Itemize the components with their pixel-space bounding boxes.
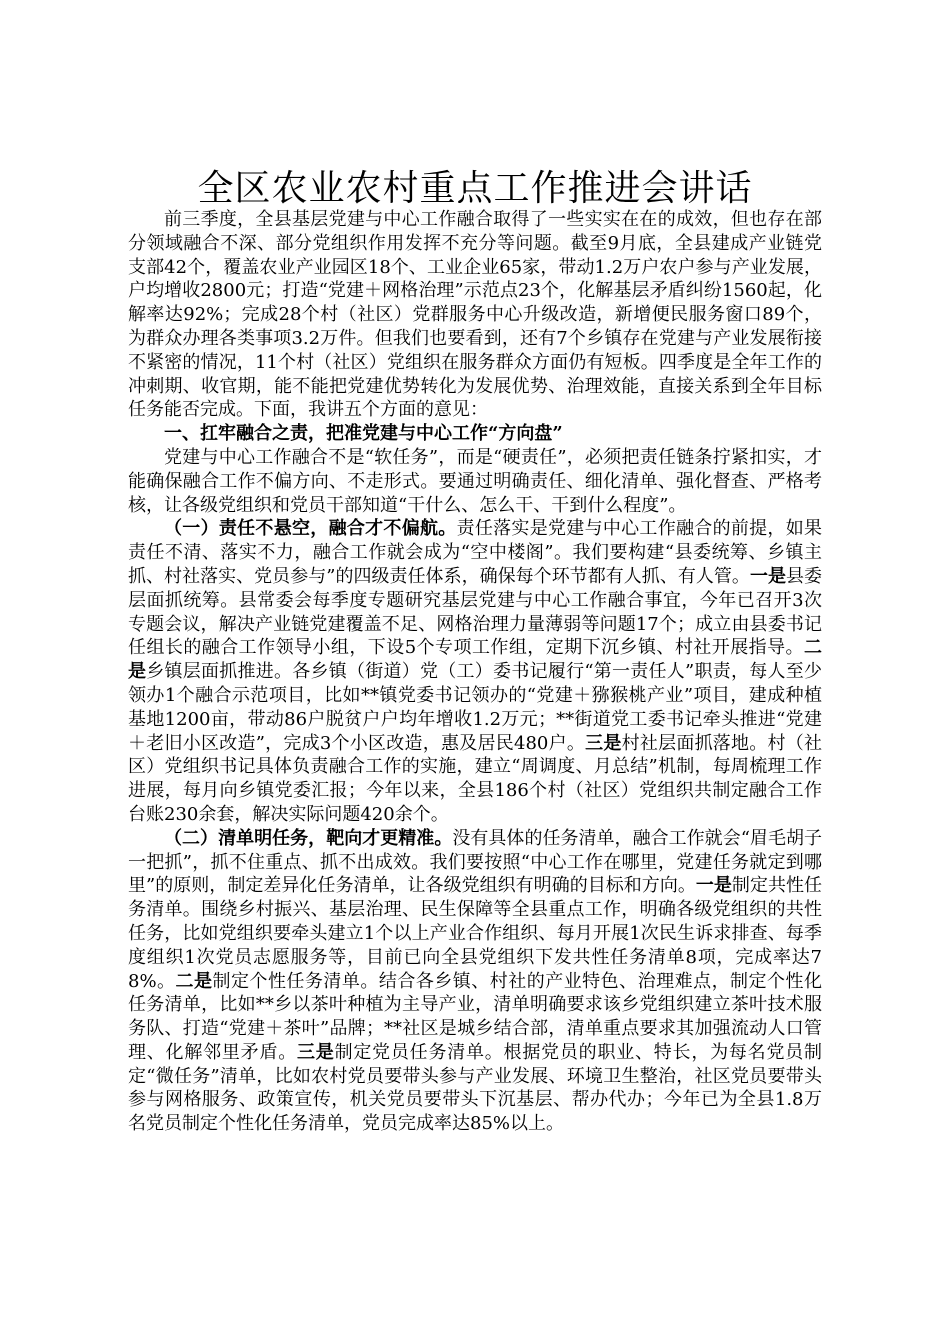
subsection-2-text: 没有具体的任务清单，融合工作就会“眉毛胡子一把抓”，抓不住重点、抓不出成效。我们要按照“中心工作在哪里，党建任务就定到哪里”的原则，制定差异化任务清单，让各级党组织有明确的目标和方向。 [128, 827, 823, 897]
point-1-label: 一是 [695, 875, 732, 897]
subsection-1-text: 责任落实是党建与中心工作融合的前提，如果责任不清、落实不力，融合工作就会成为“空中楼阁”。我们要构建“县委统筹、乡镇主抓、村社落实、党员参与”的四级责任体系，确保每个环节都有人抓、有人管。 [128, 518, 823, 587]
subsection-2-paragraph [128, 827, 822, 1136]
point-3-text: 村社层面抓落地。村（社区）党组织书记具体负责融合工作的实施，建立“周调度、月总结”机制，每周梳理工作进展，每月向乡镇党委汇报；今年以来，全县186个村（社区）党组织共制定融合工作台账230余套，解决实际问题420余个。 [128, 732, 823, 825]
point-1-text: 县委层面抓统筹。县常委会每季度专题研究基层党建与中心工作融合事宜，今年已召开3次专题会议，解决产业链党建覆盖不足、网格治理力量薄弱等问题17个；成立由县委书记任组长的融合工作领导小组，下设5个专项工作组，定期下沉乡镇、村社开展指导。 [128, 565, 823, 659]
point-2-label: 二是 [128, 637, 822, 683]
point-2-text: 制定个性任务清单。结合各乡镇、村社的产业特色、治理难点，制定个性化任务清单，比如**乡以茶叶种植为主导产业，清单明确要求该乡党组织建立茶叶技术服务队、打造“党建＋茶叶”品牌；**社区是城乡结合部，清单重点要求其加强流动人口管理、化解邻里矛盾。 [128, 970, 822, 1063]
point-3-label: 三是 [585, 732, 622, 754]
point-1-label: 一是 [749, 565, 786, 587]
point-1-text: 制定共性任务清单。围绕乡村振兴、基层治理、民生保障等全县重点工作，明确各级党组织的共性任务，比如党组织要牵头建立1个以上产业合作组织、每月开展1次民生诉求排查、每季度组织1次党员志愿服务等，目前已向全县党组织下发共性任务清单8项，完成率达78%。 [128, 875, 823, 992]
subsection-2-heading: （二）清单明任务，靶向才更精准。 [164, 827, 453, 849]
point-3-text: 制定党员任务清单。根据党员的职业、特长，为每名党员制定“微任务”清单，比如农村党员要带头参与产业发展、环境卫生整治，社区党员要带头参与网格服务、政策宣传，机关党员要带头下沉基层、帮办代办；今年已为全县1.8万名党员制定个性化任务清单，党员完成率达85%以上。 [128, 1041, 823, 1135]
point-2-label: 二是 [175, 970, 213, 992]
point-3-label: 三是 [297, 1041, 335, 1063]
subsection-1-paragraph [128, 517, 822, 826]
intro-paragraph: 前三季度，全县基层党建与中心工作融合取得了一些实实在在的成效，但也存在部分领域融合不深、部分党组织作用发挥不充分等问题。截至9月底，全县建成产业链党支部42个，覆盖农业产业园区18个、工业企业65家，带动1.2万户农户参与产业发展，户均增收2800元；打造“党建＋网格治理”示范点23个，化解基层矛盾纠纷1560起，化解率达92%；完成28个村（社区）党群服务中心升级改造，新增便民服务窗口89个，为群众办理各类事项3.2万件。但我们也要看到，还有7个乡镇存在党建与产业发展衔接不紧密的情况，11个村（社区）党组织在服务群众方面仍有短板。四季度是全年工作的冲刺期、收官期，能不能把党建优势转化为发展优势、治理效能，直接关系到全年目标任务能否完成。下面，我讲五个方面的意见： [128, 209, 822, 421]
document-body [128, 170, 822, 1136]
subsection-1-heading: （一）责任不悬空，融合才不偏航。 [164, 518, 457, 540]
section-1-heading: 一、扛牢融合之责，把准党建与中心工作“方向盘” [164, 423, 563, 445]
section-1-paragraph: 党建与中心工作融合不是“软任务”，而是“硬责任”，必须把责任链条拧紧扣实，才能确保融合工作不偏方向、不走形式。要通过明确责任、细化清单、强化督查、严格考核，让各级党组织和党员干部知道“干什么、怎么干、干到什么程度”。 [128, 446, 822, 516]
point-2-text: 乡镇层面抓推进。各乡镇（街道）党（工）委书记履行“第一责任人”职责，每人至少领办1个融合示范项目，比如**镇党委书记领办的“党建＋猕猴桃产业”项目，建成种植基地1200亩，带动86户脱贫户户均年增收1.2万元；**街道党工委书记牵头推进“党建＋老旧小区改造”，完成3个小区改造，惠及居民480户。 [128, 661, 823, 754]
document-title: 全区农业农村重点工作推进会讲话 [197, 168, 753, 209]
